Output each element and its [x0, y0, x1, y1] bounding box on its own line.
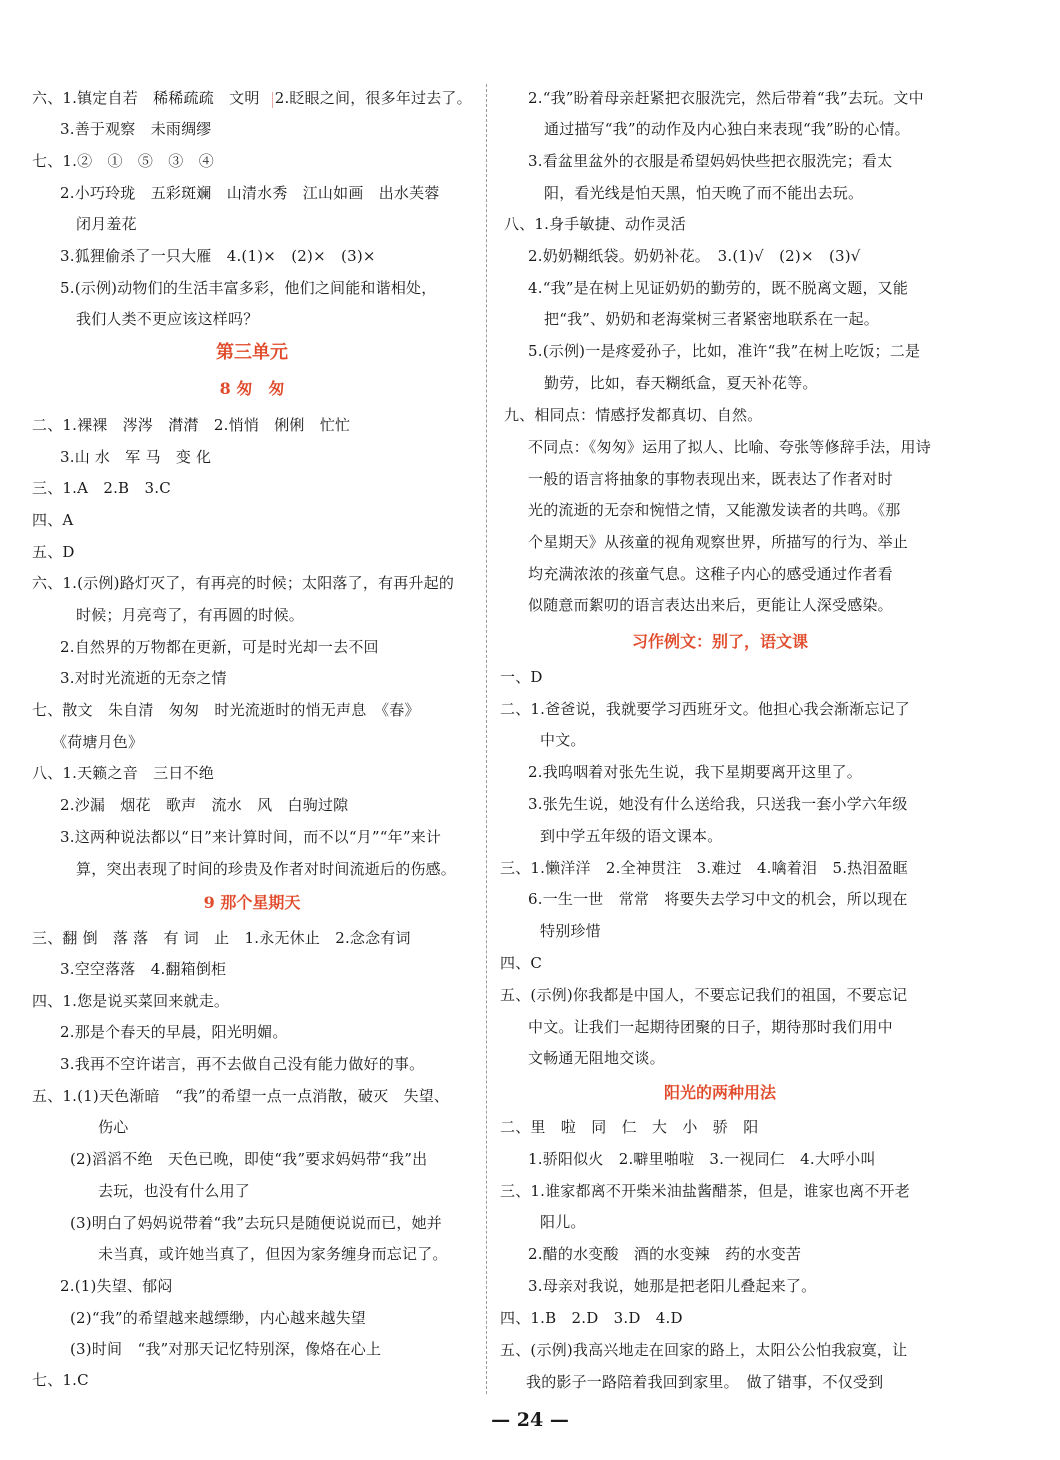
answer-line: 3.这两种说法都以“日”来计算时间，而不以“月”“年”来计: [60, 828, 442, 846]
answer-line: 四、1.B 2.D 3.D 4.D: [500, 1309, 683, 1327]
answer-line: 3.狐狸偷杀了一只大雁 4.(1)× (2)× (3)×: [60, 247, 376, 265]
section-heading: 8 匆 匆: [219, 379, 285, 398]
answer-line: 3.我再不空许诺言，再不去做自己没有能力做好的事。: [60, 1055, 425, 1073]
answer-line: 把“我”、奶奶和老海棠树三者紧密地联系在一起。: [544, 310, 879, 328]
answer-line: 到中学五年级的语文课本。: [540, 827, 723, 845]
answer-line: 五、(示例)你我都是中国人，不要忘记我们的祖国，不要忘记: [500, 986, 908, 1004]
answer-line: 我的影子一路陪着我回到家里。 做了错事，不仅受到: [526, 1373, 884, 1391]
answer-line: 3.善于观察 未雨绸缪: [60, 120, 212, 138]
answer-line: 一、D: [500, 668, 543, 686]
answer-line: 2.沙漏 烟花 歌声 流水 风 白驹过隙: [60, 796, 349, 814]
answer-line: 五、D: [32, 543, 75, 561]
answer-line: 4.“我”是在树上见证奶奶的勤劳的，既不脱离文题，又能: [528, 279, 909, 297]
answer-line: 3.张先生说，她没有什么送给我，只送我一套小学六年级: [528, 795, 908, 813]
answer-line: 三、1.懒洋洋 2.全神贯注 3.难过 4.噙着泪 5.热泪盈眶: [500, 859, 908, 877]
answer-line: 勤劳，比如，春天糊纸盒，夏天补花等。: [544, 374, 818, 392]
section-heading: 第三单元: [216, 342, 288, 363]
answer-line: 似随意而絮叨的语言表达出来后，更能让人深受感染。: [528, 596, 893, 614]
answer-line: 阳，看光线是怕天黑，怕天晚了而不能出去玩。: [544, 184, 864, 202]
answer-line: 均充满浓浓的孩童气息。这稚子内心的感受通过作者看: [528, 565, 893, 583]
answer-line: 2.奶奶糊纸袋。奶奶补花。 3.(1)√ (2)× (3)√: [528, 247, 861, 265]
answer-line: 八、1.天籁之音 三日不绝: [32, 764, 214, 782]
answer-line: 个星期天》从孩童的视角观察世界，所描写的行为、举止: [528, 533, 909, 551]
answer-line: 文畅通无阻地交谈。: [528, 1049, 665, 1067]
answer-line: 6.一生一世 常常 将要失去学习中文的机会，所以现在: [528, 890, 908, 908]
answer-line: 四、A: [32, 511, 74, 529]
answer-line: 三、翻 倒 落 落 有 词 止 1.永无休止 2.念念有词: [32, 929, 411, 947]
section-heading: 9 那个星期天: [203, 893, 301, 912]
column-divider: [486, 84, 487, 1394]
answer-line: 2.(1)失望、郁闷: [60, 1277, 173, 1295]
answer-line: 5.(示例)动物们的生活丰富多彩，他们之间能和谐相处，: [60, 279, 437, 297]
answer-line: 中文。: [540, 731, 586, 749]
answer-line: 2.自然界的万物都在更新，可是时光却一去不回: [60, 638, 379, 656]
page-number: — 24 —: [491, 1409, 569, 1431]
answer-line: 九、相同点：情感抒发都真切、自然。: [504, 406, 763, 424]
answer-line: 七、1.② ① ⑤ ③ ④: [32, 152, 214, 170]
answer-line: 3.对时光流逝的无奈之情: [60, 669, 227, 687]
answer-line: (2)滔滔不绝 天色已晚，即使“我”要求妈妈带“我”出: [70, 1150, 428, 1168]
answer-line: 六、1.镇定自若 稀稀疏疏 文明 2.眨眼之间，很多年过去了。: [32, 89, 472, 107]
answer-line: 未当真，或许她当真了，但因为家务缠身而忘记了。: [98, 1245, 448, 1263]
answer-line: 我们人类不更应该这样吗？: [76, 310, 259, 328]
answer-line: 3.母亲对我说，她那是把老阳儿叠起来了。: [528, 1277, 817, 1295]
answer-line: 算，突出表现了时间的珍贵及作者对时间流逝后的伤感。: [76, 860, 457, 878]
answer-line: 时候；月亮弯了，有再圆的时候。: [76, 606, 305, 624]
answer-line: 二、里 啦 同 仁 大 小 骄 阳: [500, 1118, 759, 1136]
answer-line: 2.醋的水变酸 酒的水变辣 药的水变苦: [528, 1245, 802, 1263]
answer-line: 1.骄阳似火 2.噼里啪啦 3.一视同仁 4.大呼小叫: [528, 1150, 876, 1168]
answer-line: 伤心: [98, 1118, 129, 1136]
section-heading: 阳光的两种用法: [663, 1083, 776, 1102]
answer-line: 《荷塘月色》: [52, 733, 144, 751]
answer-line: 2.“我”盼着母亲赶紧把衣服洗完，然后带着“我”去玩。文中: [528, 89, 924, 107]
answer-line: 3.空空落落 4.翻箱倒柜: [60, 960, 227, 978]
answer-line: 五、(示例)我高兴地走在回家的路上，太阳公公怕我寂寞，让: [500, 1341, 908, 1359]
answer-line: 去玩，也没有什么用了: [98, 1182, 251, 1200]
answer-line: 四、1.您是说买菜回来就走。: [32, 992, 230, 1010]
answer-line: 八、1.身手敏捷、动作灵活: [504, 215, 686, 233]
answer-line: 闭月羞花: [76, 215, 137, 233]
answer-line: 四、C: [500, 954, 543, 972]
answer-line: 2.那是个春天的早晨，阳光明媚。: [60, 1023, 288, 1041]
section-heading: 习作例文：别了，语文课: [631, 632, 808, 651]
answer-line: 三、1.谁家都离不开柴米油盐酱醋茶，但是，谁家也离不开老: [500, 1182, 910, 1200]
answer-line: 5.(示例)一是疼爱孙子，比如，准许“我”在树上吃饭；二是: [528, 342, 921, 360]
answer-line: 三、1.A 2.B 3.C: [32, 479, 171, 497]
answer-line: 不同点：《匆匆》运用了拟人、比喻、夸张等修辞手法，用诗: [528, 438, 931, 456]
answer-line: 3.看盆里盆外的衣服是希望妈妈快些把衣服洗完；看太: [528, 152, 893, 170]
answer-line: 六、1.(示例)路灯灭了，有再亮的时候；太阳落了，有再升起的: [32, 574, 455, 592]
answer-line: 通过描写“我”的动作及内心独白来表现“我”盼的心情。: [544, 120, 910, 138]
answer-line: 五、1.(1)天色渐暗 “我”的希望一点一点消散，破灭 失望、: [32, 1087, 450, 1105]
answer-line: 光的流逝的无奈和惋惜之情，又能激发读者的共鸣。《那: [528, 501, 901, 519]
answer-line: 二、1.爸爸说，我就要学习西班牙文。他担心我会渐渐忘记了: [500, 700, 910, 718]
answer-line: 3.山 水 军 马 变 化: [60, 448, 212, 466]
answer-line: 2.小巧玲珑 五彩斑斓 山清水秀 江山如画 出水芙蓉: [60, 184, 440, 202]
answer-line: (3)时间 “我”对那天记忆特别深，像烙在心上: [70, 1340, 382, 1358]
answer-line: 七、1.C: [32, 1371, 89, 1389]
answer-line: (3)明白了妈妈说带着“我”去玩只是随便说说而已，她并: [70, 1214, 442, 1232]
answer-line: 二、1.裸裸 涔涔 潸潸 2.悄悄 俐俐 忙忙: [32, 416, 351, 434]
answer-line: 一般的语言将抽象的事物表现出来，既表达了作者对时: [528, 470, 893, 488]
answer-line: 特别珍惜: [540, 922, 601, 940]
answer-line: 2.我呜咽着对张先生说，我下星期要离开这里了。: [528, 763, 862, 781]
answer-line: 七、散文 朱自清 匆匆 时光流逝时的悄无声息 《春》: [32, 701, 420, 719]
answer-line: 中文。让我们一起期待团聚的日子，期待那时我们用中: [528, 1018, 893, 1036]
answer-line: 阳儿。: [540, 1213, 586, 1231]
answer-line: (2)“我”的希望越来越缥缈，内心越来越失望: [70, 1309, 366, 1327]
pen-mark: [272, 92, 281, 108]
